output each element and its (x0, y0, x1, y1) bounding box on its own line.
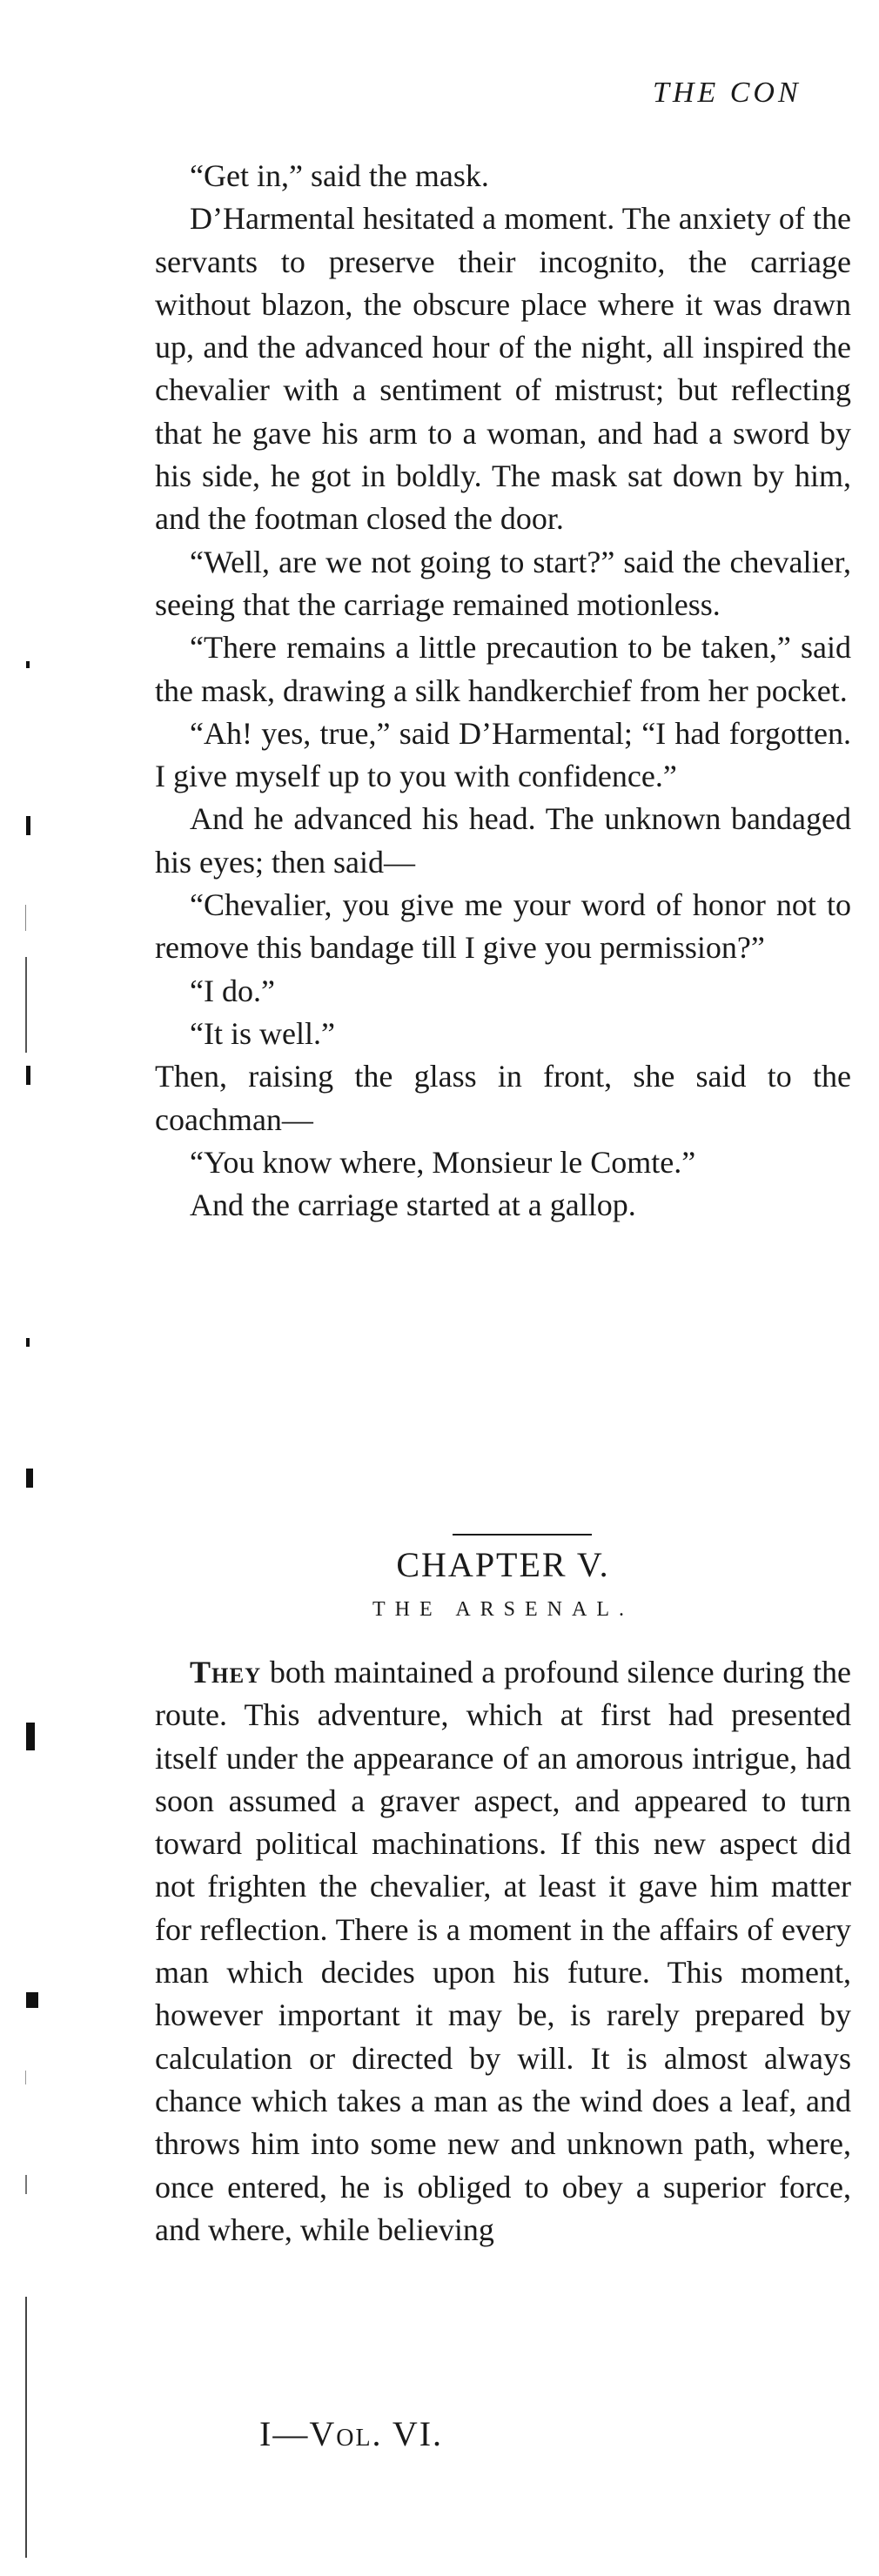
scan-mark (26, 1338, 30, 1347)
chapter-title: CHAPTER V. (396, 1545, 610, 1584)
paragraph: “Get in,” said the mask. (190, 158, 489, 193)
chapter-paragraph (155, 1651, 851, 2251)
chapter-paragraph-body: both maintained a profound silence during the route. This adventure, which at first had presented itself under the appearance of an amorous intrigue, had soon assumed a graver aspect, and appeared to turn toward political machinations. If this new aspect did not frighten the chevalier, at least it gave him matter for reflection. There is a moment in the affairs of every man which decides upon his future. This moment, however important it may be, is rarely prepared by calculation or directed by will. It is almost always chance which takes a man as the wind does a leaf, and throws him into some new and unknown path, where, once entered, he is obliged to obey a superior force, and where, while believing (155, 1655, 851, 2247)
chapter-text (155, 1651, 851, 2251)
signature-small-caps: ol (336, 2414, 372, 2453)
chapter-rule (453, 1534, 592, 1536)
paragraph: “I do.” (190, 973, 275, 1008)
paragraph: “Chevalier, you give me your word of honor not to remove this bandage till I give you permission?” (155, 887, 851, 966)
paragraph: And he advanced his head. The unknown bandaged his eyes; then said— (155, 801, 851, 880)
signature-prefix: I—V (259, 2414, 337, 2453)
paragraph: “It is well.” (190, 1015, 335, 1051)
text-before-chapter (155, 155, 851, 1227)
signature-suffix: . VI. (372, 2414, 444, 2453)
scan-mark (26, 1469, 33, 1488)
paragraph: “Ah! yes, true,” said D’Harmental; “I had forgotten. I give myself up to you with confidence.” (155, 715, 851, 794)
paragraph: And the carriage started at a gallop. (190, 1188, 636, 1223)
paragraph: “There remains a little precaution to be taken,” said the mask, drawing a silk handkerchief from her pocket. (155, 630, 851, 708)
scan-mark (26, 1992, 38, 2008)
signature-mark (259, 2413, 443, 2454)
paragraph: “Well, are we not going to start?” said the chevalier, seeing that the carriage remained motionless. (155, 544, 851, 622)
scan-mark (25, 2175, 27, 2194)
paragraph: D’Harmental hesitated a moment. The anxiety of the servants to preserve their incognito, the carriage without blazon, the obscure place where it was drawn up, and the advanced hour of the night, all inspired the chevalier with a sentiment of mistrust; but reflecting that he gave his arm to a woman, and had a sword by his side, he got in boldly. The mask sat down by him, and the footman closed the door. (155, 201, 851, 537)
scan-mark (25, 2071, 26, 2084)
chapter-subtitle: THE ARSENAL. (372, 1598, 634, 1621)
scan-mark (25, 957, 27, 1053)
scan-mark (25, 2297, 27, 2558)
running-head: THE CON (653, 77, 802, 109)
paragraph: “You know where, Monsieur le Comte.” (190, 1144, 696, 1180)
chapter-first-word: They (190, 1655, 262, 1689)
paragraph: Then, raising the glass in front, she said to the coachman— (155, 1059, 851, 1137)
scan-mark (26, 1066, 30, 1085)
scan-mark (25, 905, 26, 931)
scan-mark (26, 1723, 35, 1750)
scan-mark (26, 816, 30, 835)
scan-mark (26, 661, 30, 668)
